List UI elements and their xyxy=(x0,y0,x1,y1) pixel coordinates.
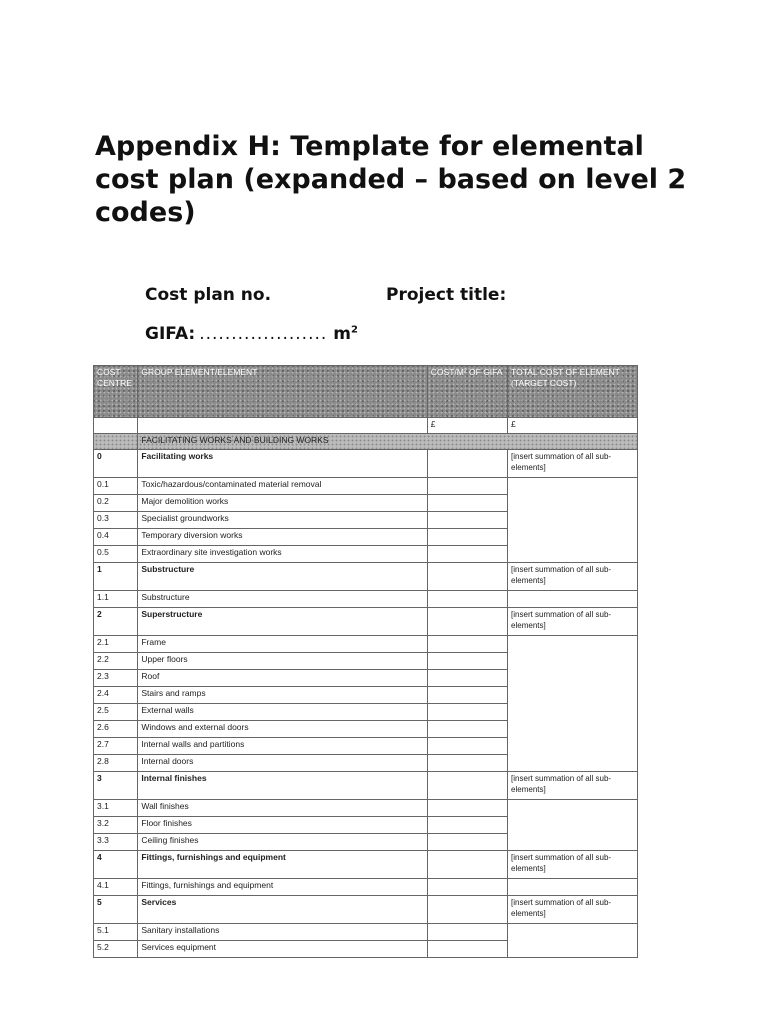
group-cost-per-gifa-cell xyxy=(427,772,507,800)
element-cost-per-gifa-cell xyxy=(427,546,507,563)
element-cost-per-gifa-cell xyxy=(427,591,507,608)
group-code: 3 xyxy=(94,772,138,800)
element-cost-per-gifa-cell xyxy=(427,738,507,755)
element-cost-per-gifa-cell xyxy=(427,495,507,512)
group-cost-per-gifa-cell xyxy=(427,896,507,924)
element-total-cell xyxy=(508,924,638,958)
element-cost-per-gifa-cell xyxy=(427,636,507,653)
element-code: 3.1 xyxy=(94,800,138,817)
group-summation-note: [insert summation of all sub-elements] xyxy=(508,851,638,879)
element-name: Extraordinary site investigation works xyxy=(138,546,427,563)
element-name: Wall finishes xyxy=(138,800,427,817)
group-row xyxy=(94,563,638,591)
table-body xyxy=(94,418,638,958)
element-name: Toxic/hazardous/contaminated material removal xyxy=(138,478,427,495)
element-name: Floor finishes xyxy=(138,817,427,834)
element-code: 2.2 xyxy=(94,653,138,670)
header-cost-centre: COST CENTRE xyxy=(94,366,138,418)
gifa-blank-dots: .................... xyxy=(199,324,328,344)
element-name: Windows and external doors xyxy=(138,721,427,738)
element-name: Substructure xyxy=(138,591,427,608)
group-name: Fittings, furnishings and equipment xyxy=(138,851,427,879)
gifa-unit-text: m xyxy=(333,324,352,344)
element-code: 3.3 xyxy=(94,834,138,851)
element-row xyxy=(94,879,638,896)
element-cost-per-gifa-cell xyxy=(427,800,507,817)
element-name: External walls xyxy=(138,704,427,721)
currency-cost-per-gifa: £ xyxy=(427,418,507,434)
group-cost-per-gifa-cell xyxy=(427,563,507,591)
gifa-unit xyxy=(333,324,358,344)
header-total-cost: TOTAL COST OF ELEMENT (TARGET COST) xyxy=(508,366,638,418)
element-total-cell xyxy=(508,879,638,896)
element-code: 5.2 xyxy=(94,941,138,958)
element-code: 4.1 xyxy=(94,879,138,896)
element-cost-per-gifa-cell xyxy=(427,529,507,546)
cost-plan-label: Cost plan no. xyxy=(145,285,272,305)
element-code: 2.7 xyxy=(94,738,138,755)
group-code: 0 xyxy=(94,450,138,478)
element-code: 5.1 xyxy=(94,924,138,941)
element-code: 2.4 xyxy=(94,687,138,704)
element-total-cell xyxy=(508,636,638,772)
element-name: Stairs and ramps xyxy=(138,687,427,704)
element-cost-per-gifa-cell xyxy=(427,687,507,704)
group-summation-note: [insert summation of all sub-elements] xyxy=(508,563,638,591)
gifa-unit-superscript: 2 xyxy=(351,324,358,336)
group-name: Superstructure xyxy=(138,608,427,636)
group-row xyxy=(94,772,638,800)
group-row xyxy=(94,450,638,478)
element-name: Specialist groundworks xyxy=(138,512,427,529)
element-code: 3.2 xyxy=(94,817,138,834)
element-name: Temporary diversion works xyxy=(138,529,427,546)
element-name: Upper floors xyxy=(138,653,427,670)
currency-total-cost: £ xyxy=(508,418,638,434)
group-cost-per-gifa-cell xyxy=(427,450,507,478)
element-code: 2.5 xyxy=(94,704,138,721)
group-summation-note: [insert summation of all sub-elements] xyxy=(508,896,638,924)
element-name: Services equipment xyxy=(138,941,427,958)
page-title: Appendix H: Template for elemental cost plan (expanded – based on level 2 codes) xyxy=(95,131,687,228)
element-total-cell xyxy=(508,478,638,563)
element-name: Internal walls and partitions xyxy=(138,738,427,755)
element-row xyxy=(94,591,638,608)
group-name: Internal finishes xyxy=(138,772,427,800)
element-code: 2.3 xyxy=(94,670,138,687)
currency-row xyxy=(94,418,638,434)
section-label: FACILITATING WORKS AND BUILDING WORKS xyxy=(138,434,638,450)
element-row xyxy=(94,636,638,653)
element-name: Internal doors xyxy=(138,755,427,772)
currency-empty-cell xyxy=(138,418,427,434)
group-summation-note: [insert summation of all sub-elements] xyxy=(508,608,638,636)
element-code: 2.6 xyxy=(94,721,138,738)
element-cost-per-gifa-cell xyxy=(427,834,507,851)
element-code: 0.1 xyxy=(94,478,138,495)
element-code: 1.1 xyxy=(94,591,138,608)
element-cost-per-gifa-cell xyxy=(427,704,507,721)
group-code: 4 xyxy=(94,851,138,879)
group-summation-note: [insert summation of all sub-elements] xyxy=(508,450,638,478)
element-cost-per-gifa-cell xyxy=(427,721,507,738)
project-title-label: Project title: xyxy=(386,285,507,305)
element-cost-per-gifa-cell xyxy=(427,653,507,670)
header-group-element: GROUP ELEMENT/ELEMENT xyxy=(138,366,427,418)
element-cost-per-gifa-cell xyxy=(427,670,507,687)
group-code: 5 xyxy=(94,896,138,924)
element-code: 0.5 xyxy=(94,546,138,563)
element-code: 2.1 xyxy=(94,636,138,653)
element-cost-per-gifa-cell xyxy=(427,478,507,495)
group-row xyxy=(94,896,638,924)
element-cost-per-gifa-cell xyxy=(427,879,507,896)
group-row xyxy=(94,851,638,879)
element-name: Sanitary installations xyxy=(138,924,427,941)
element-code: 0.4 xyxy=(94,529,138,546)
gifa-label: GIFA: xyxy=(145,324,196,344)
element-code: 2.8 xyxy=(94,755,138,772)
gifa-line xyxy=(145,324,358,344)
element-row xyxy=(94,924,638,941)
element-cost-per-gifa-cell xyxy=(427,817,507,834)
table-header-row xyxy=(94,366,638,418)
section-row xyxy=(94,434,638,450)
element-cost-per-gifa-cell xyxy=(427,941,507,958)
element-name: Fittings, furnishings and equipment xyxy=(138,879,427,896)
element-name: Frame xyxy=(138,636,427,653)
element-name: Major demolition works xyxy=(138,495,427,512)
group-name: Substructure xyxy=(138,563,427,591)
element-row xyxy=(94,478,638,495)
element-cost-per-gifa-cell xyxy=(427,924,507,941)
group-cost-per-gifa-cell xyxy=(427,851,507,879)
cost-plan-table xyxy=(93,365,638,958)
element-total-cell xyxy=(508,591,638,608)
header-cost-per-gifa: COST/M² OF GIFA xyxy=(427,366,507,418)
group-code: 2 xyxy=(94,608,138,636)
element-cost-per-gifa-cell xyxy=(427,512,507,529)
group-cost-per-gifa-cell xyxy=(427,608,507,636)
group-code: 1 xyxy=(94,563,138,591)
section-empty-cell xyxy=(94,434,138,450)
group-summation-note: [insert summation of all sub-elements] xyxy=(508,772,638,800)
element-name: Ceiling finishes xyxy=(138,834,427,851)
element-total-cell xyxy=(508,800,638,851)
group-name: Services xyxy=(138,896,427,924)
element-code: 0.3 xyxy=(94,512,138,529)
currency-empty-cell xyxy=(94,418,138,434)
group-row xyxy=(94,608,638,636)
group-name: Facilitating works xyxy=(138,450,427,478)
element-name: Roof xyxy=(138,670,427,687)
element-row xyxy=(94,800,638,817)
element-cost-per-gifa-cell xyxy=(427,755,507,772)
element-code: 0.2 xyxy=(94,495,138,512)
